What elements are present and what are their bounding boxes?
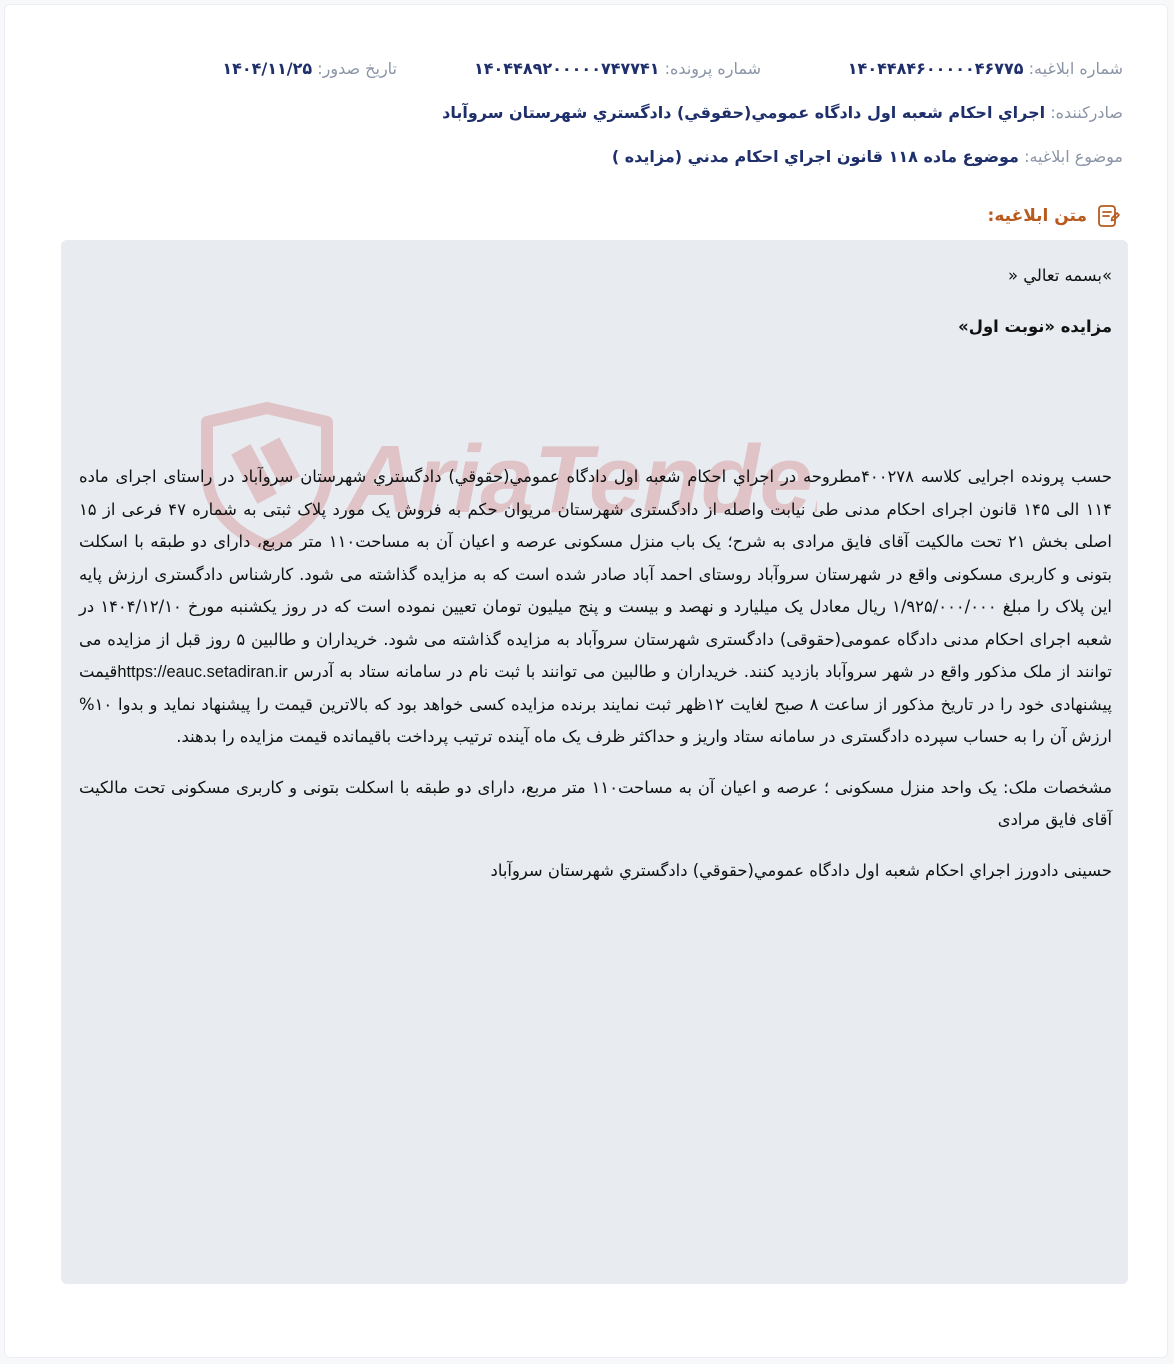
section-title xyxy=(988,203,1121,229)
property-spec: مشخصات ملک: یک واحد منزل مسکونی ؛ عرصه و اعیان آن به مساحت۱۱۰ متر مربع، دارای دو طبقه با اسکلت بتونی و کاربری مسکونی تحت مالکیت آقای فایق مرادی xyxy=(79,777,1112,829)
opening-line: »بسمه تعالي « xyxy=(1007,266,1112,285)
watermark-text: AriaTende xyxy=(347,426,813,533)
issue-date xyxy=(222,59,397,78)
issue-date-value: ۱۴۰۴/۱۱/۲۵ xyxy=(222,59,313,78)
main-paragraph xyxy=(79,461,1112,754)
main-text-part2: قیمت پیشنهادی خود را در تاریخ مذکور از ساعت ۸ صبح لغایت ۱۲ظهر ثبت نمایند برنده مزایده کسی خواهد بود که بالاترین قیمت را پیشنهاد نماید و بدوا ۱۰% ارزش آن را به حساب سپرده دادگستری در سامانه ستاد واریز و حداکثر ظرف یک ماه آینده ترتیب پرداخت باقیمانده قیمت مزایده را بدهند. xyxy=(79,662,1112,746)
setad-url-link[interactable]: https://eauc.setadiran.ir xyxy=(117,663,288,681)
issuer-row xyxy=(49,103,1123,122)
subject-value: موضوع ماده ۱۱۸ قانون اجراي احکام مدني (مزايده ) xyxy=(611,147,1019,166)
signature-line: حسینی دادورز اجراي احکام شعبه اول دادگاه عمومي(حقوقي) دادگستري شهرستان سروآباد xyxy=(490,860,1112,880)
issuer-label: صادرکننده: xyxy=(1050,103,1123,122)
auction-title: مزایده «نوبت اول» xyxy=(958,316,1112,336)
case-number-label: شماره پرونده: xyxy=(664,59,761,78)
notice-number-label: شماره ابلاغیه: xyxy=(1028,59,1123,78)
subject-label: موضوع ابلاغیه: xyxy=(1024,147,1123,166)
header-row-numbers xyxy=(49,59,1123,87)
subject-row xyxy=(49,147,1123,166)
issuer-value: اجراي احکام شعبه اول دادگاه عمومي(حقوقي) دادگستري شهرستان سروآباد xyxy=(442,103,1046,122)
case-number-value: ۱۴۰۴۴۸۹۲۰۰۰۰۰۷۴۷۷۴۱ xyxy=(474,59,660,78)
main-text-part1: حسب پرونده اجرایی کلاسه ۴۰۰۲۷۸مطروحه در اجراي احکام شعبه اول دادگاه عمومي(حقوقي) دادگستري شهرستان سروآباد در راستای اجرای ماده ۱۱۴ الی ۱۴۵ قانون اجرای احکام مدنی طی نیابت واصله از دادگستری شهرستان مریوان حکم به فروش یک مورد پلاک ثبتی به شماره ۴۷ فرعی از ۱۵ اصلی بخش ۲۱ تحت مالکیت آقای فایق مرادی به شرح؛ یک باب منزل مسکونی عرصه و اعیان آن به مساحت۱۱۰ متر مربع، دارای دو طبقه با اسکلت بتونی و کاربری مسکونی واقع در شهرستان سروآباد روستای احمد آباد صادر شده است که به مزایده گذاشته می شود. کارشناس دادگستری ارزش پایه این پلاک را مبلغ ۱/۹۲۵/۰۰۰/۰۰۰ ریال معادل یک میلیارد و نهصد و بیست و پنج میلیون تومان تعیین نموده است که در روز یکشنبه مورخ ۱۴۰۴/۱۲/۱۰ در شعبه اجرای احکام مدنی دادگاه عمومی(حقوقی) دادگستری شهرستان سروآباد به مزایده گذاشته می شود. خریداران و طالبین ۵ روز قبل از مزایده می توانند از ملک مذکور واقع در شهر سروآباد بازدید کنند. خریداران و طالبین می توانند با ثبت نام در سامانه ستاد به آدرس xyxy=(79,467,1112,681)
issue-date-label: تاریخ صدور: xyxy=(317,59,397,78)
notice-number xyxy=(848,59,1123,78)
notice-content-box xyxy=(61,240,1128,1284)
section-title-text: متن ابلاغیه: xyxy=(987,206,1087,226)
notice-content xyxy=(79,260,1112,887)
notice-number-value: ۱۴۰۴۴۸۴۶۰۰۰۰۰۴۶۷۷۵ xyxy=(847,59,1024,78)
document-icon xyxy=(1095,203,1121,229)
notice-page xyxy=(4,4,1168,1358)
case-number xyxy=(474,59,761,78)
